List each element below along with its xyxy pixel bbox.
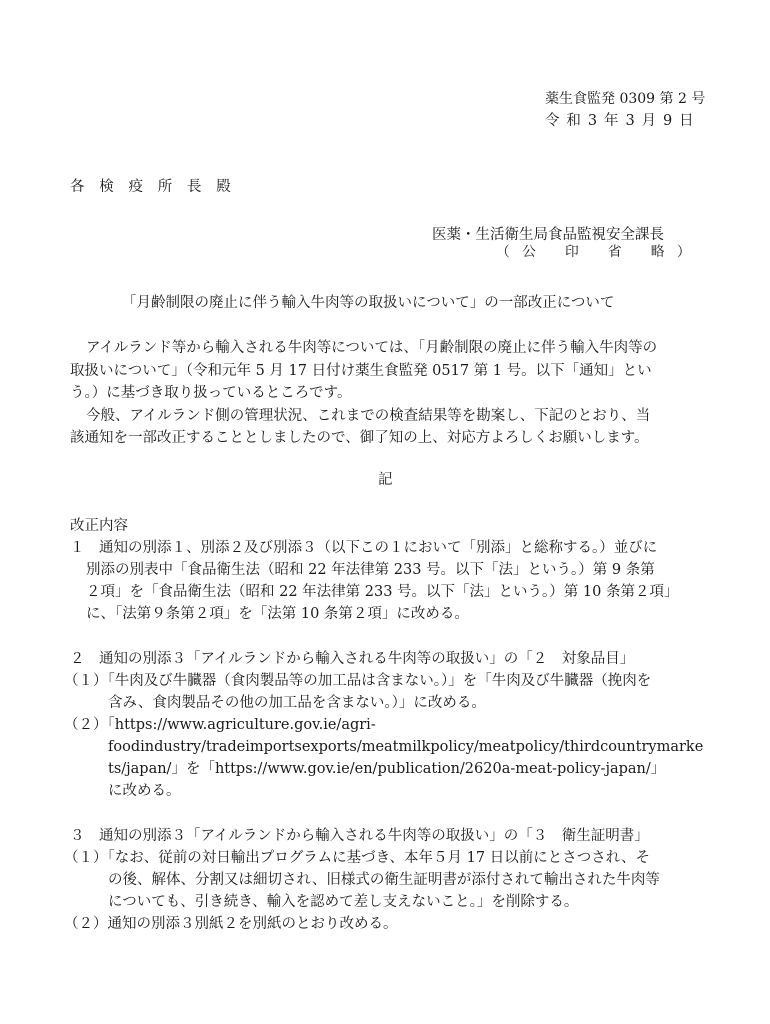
item1-line: 別添の別表中「食品衛生法（昭和 22 年法律第 233 号。以下「法」という。）第 9 条第 xyxy=(86,562,655,578)
sender-title: 医薬・生活衛生局食品監視安全課長 xyxy=(432,227,664,243)
item2-url-line: foodindustry/tradeimportsexports/meatmilkpolicy/meatpolicy/thirdcountrymarke xyxy=(108,739,704,755)
document-title: 「月齢制限の廃止に伴う輸入牛肉等の取扱いについて」の一部改正について xyxy=(122,295,615,311)
item2-line: （２）「https://www.agriculture.gov.ie/agri- xyxy=(64,717,376,733)
section-title: 改正内容 xyxy=(70,518,128,534)
item1-line: １ 通知の別添１、別添２及び別添３（以下この１において「別添」と総称する。）並びに xyxy=(70,540,658,556)
item3-line: （２）通知の別添３別紙２を別紙のとおり改める。 xyxy=(64,916,398,932)
item2-line: に改める。 xyxy=(108,783,181,799)
item3-line: の後、解体、分割又は細切され、旧様式の衛生証明書が添付されて輸出された牛肉等 xyxy=(108,872,660,888)
addressee: 各 検 疫 所 長 殿 xyxy=(70,179,236,195)
item3-line: （１）「なお、従前の対日輸出プログラムに基づき、本年５月 17 日以前にとさつされ、そ xyxy=(64,850,651,866)
document-date: 令 和 3 年 3 月 9 日 xyxy=(545,113,695,129)
item1-line: ２項」を「食品衛生法（昭和 22 年法律第 233 号。以下「法」という。）第 10 条第２項」 xyxy=(86,584,679,600)
item2-url-line: ts/japan/」を「https://www.gov.ie/en/publication/2620a-meat-policy-japan/」 xyxy=(108,761,666,777)
intro-line: 該通知を一部改正することとしましたので、御了知の上、対応方よろしくお願いします。 xyxy=(70,430,649,446)
intro-line: う。）に基づき取り扱っているところです。 xyxy=(70,385,352,401)
item2-line: 含み、食肉製品その他の加工品を含まない。）」に改める。 xyxy=(108,695,486,711)
ki-heading: 記 xyxy=(378,472,393,488)
intro-line: 取扱いについて」（令和元年 5 月 17 日付け薬生食監発 0517 第 1 号。以下「通知」とい xyxy=(70,363,652,379)
item3-line: ３ 通知の別添３「アイルランドから輸入される牛肉等の取扱い」の「３ 衛生証明書」 xyxy=(70,828,649,844)
item2-line: （１）「牛肉及び牛臓器（食肉製品等の加工品は含まない。）」を「牛肉及び牛臓器（挽肉を xyxy=(64,673,652,689)
intro-line: 今般、アイルランド側の管理状況、これまでの検査結果等を勘案し、下記のとおり、当 xyxy=(86,408,651,424)
item1-line: に、「法第９条第２項」を「法第 10 条第２項」に改める。 xyxy=(86,606,469,622)
sender-seal-note: （公 印 省 略） xyxy=(496,244,703,260)
item3-line: についても、引き続き、輸入を認めて差し支えないこと。」を削除する。 xyxy=(108,894,579,910)
document-number: 薬生食監発 0309 第 2 号 xyxy=(545,91,706,107)
intro-line: アイルランド等から輸入される牛肉等については、「月齢制限の廃止に伴う輸入牛肉等の xyxy=(86,340,658,356)
item2-line: ２ 通知の別添３「アイルランドから輸入される牛肉等の取扱い」の「２ 対象品目」 xyxy=(70,651,635,667)
